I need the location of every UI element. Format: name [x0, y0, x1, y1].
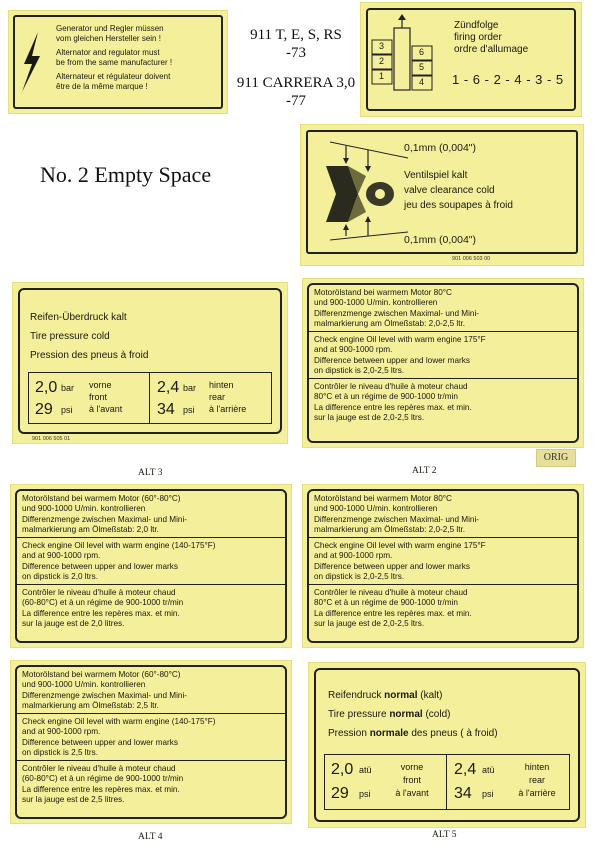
- oil-alt2-en-3: Difference between upper and lower marks: [314, 355, 470, 365]
- oil-alt2-en-2: and at 900-1000 rpm.: [314, 345, 393, 355]
- oil-left-mid-de-1: Motorölstand bei warmem Motor (60°-80°C): [22, 494, 181, 503]
- tire-alt3-rear-bar-unit: bar: [183, 383, 197, 393]
- oil-right-mid-de-4: malmarkierung am Ölmeßstab: 2,0-2,5 ltr.: [314, 524, 466, 534]
- tire-alt5-front-en: front: [402, 775, 421, 785]
- oil-level-label-alt2: [302, 278, 584, 448]
- oil-alt2-fr-3: La difference entre les repères max. et min.: [314, 402, 472, 412]
- lightning-bolt-icon: [18, 30, 44, 94]
- oil-left-mid-de-4: malmarkierung am Ölmeßstab: 2,0 ltr.: [22, 524, 159, 534]
- orig-badge: ORIG: [536, 449, 576, 467]
- tire-alt5-rear-value: 2,4: [454, 761, 477, 778]
- tire-alt3-front-bar-unit: bar: [61, 383, 75, 393]
- oil-left-mid-fr-1: Contrôler le niveau d'huile à moteur chaud: [22, 588, 176, 597]
- tire-alt5-front-psi-value: 29: [331, 785, 349, 802]
- valve-rocker-diagram: [318, 136, 416, 246]
- firing-order-sequence: 1 - 6 - 2 - 4 - 3 - 5: [452, 72, 564, 87]
- tire-alt5-pressure-table: [324, 754, 570, 810]
- oil-alt4-en-2: and at 900-1000 rpm.: [22, 727, 101, 737]
- oil-alt4-de-4: malmarkierung am Ölmeßstab: 2,5 ltr.: [22, 700, 159, 710]
- tire-alt5-rear-en: rear: [528, 775, 545, 785]
- model-heading-line-3: 911 CARRERA 3,0: [236, 75, 356, 91]
- oil-right-mid-divider-2: [308, 584, 578, 585]
- oil-alt2-fr-4: sur la jauge est de 2,0-2,5 ltrs.: [314, 412, 425, 422]
- oil-alt4-de-1: Motorölstand bei warmem Motor (60°-80°C): [22, 670, 181, 679]
- engine-cylinder-diagram: [370, 14, 434, 94]
- oil-right-mid-en-3: Difference between upper and lower marks: [314, 561, 470, 571]
- oil-alt2-divider-2: [308, 378, 578, 379]
- valve-part-number: 901 006 503 00: [452, 256, 491, 262]
- tire-alt5-rear-fr: à l'arrière: [518, 788, 556, 798]
- oil-alt4-fr-2: (60-80°C) et à un régime de 900-1000 tr/min: [22, 774, 184, 784]
- oil-left-mid-de-2: und 900-1000 U/min. kontrollieren: [22, 504, 146, 514]
- tire-alt5-fr-post: des pneus ( à froid): [408, 728, 498, 739]
- tire-alt3-front-de: vorne: [89, 380, 112, 390]
- oil-right-mid-de-2: und 900-1000 U/min. kontrollieren: [314, 504, 438, 514]
- oil-left-mid-fr-4: sur la jauge est de 2,0 litres.: [22, 618, 125, 628]
- oil-right-mid-fr-1: Contrôler le niveau d'huile à moteur chaud: [314, 588, 468, 597]
- oil-right-mid-fr-2: 80°C et à un régime de 900-1000 tr/min: [314, 598, 458, 608]
- tire-alt3-de: Reifen-Überdruck kalt: [30, 312, 127, 323]
- tire-alt5-front-fr: à l'avant: [395, 788, 429, 798]
- oil-right-mid-fr-3: La difference entre les repères max. et min.: [314, 608, 472, 618]
- cylinder-label-5: 5: [419, 62, 425, 72]
- oil-level-label-right-middle: [302, 484, 584, 648]
- tire-alt5-rear-psi-value: 34: [454, 785, 472, 802]
- tire-alt5-en-bold: normal: [389, 709, 423, 720]
- tire-alt5-rear-de: hinten: [524, 762, 550, 772]
- oil-alt4-fr-3: La difference entre les repères max. et min.: [22, 784, 180, 794]
- generator-de-line-2: vom gleichen Hersteller sein !: [56, 33, 161, 43]
- oil-alt2-divider-1: [308, 331, 578, 332]
- firing-order-fr: ordre d'allumage: [454, 44, 529, 55]
- generator-en-line-1: Alternator and regulator must: [56, 48, 160, 58]
- caption-alt5: ALT 5: [432, 830, 457, 840]
- valve-clearance-top: 0,1mm (0,004"): [404, 142, 477, 154]
- oil-left-mid-fr-3: La difference entre les repères max. et min.: [22, 608, 180, 618]
- firing-order-en: firing order: [454, 32, 502, 43]
- oil-left-mid-divider-1: [16, 537, 286, 538]
- tire-alt3-front-en: front: [89, 392, 108, 402]
- cylinder-label-1: 1: [379, 71, 385, 81]
- oil-left-mid-en-1: Check engine Oil level with warm engine (140-175°F): [22, 541, 216, 550]
- oil-level-label-alt4: [10, 660, 292, 824]
- tire-alt3-front-psi-unit: psi: [61, 405, 73, 415]
- oil-level-label-left-middle: [10, 484, 292, 648]
- firing-order-label: [360, 2, 582, 117]
- oil-left-mid-en-3: Difference between upper and lower marks: [22, 561, 178, 571]
- oil-alt4-divider-1: [16, 713, 286, 714]
- model-heading-line-1: 911 T, E, S, RS: [250, 27, 342, 43]
- oil-alt4-en-3: Difference between upper and lower marks: [22, 737, 178, 747]
- oil-alt4-en-4: on dipstick is 2,5 ltrs.: [22, 747, 98, 757]
- tire-alt3-fr: Pression des pneus à froid: [30, 350, 149, 361]
- oil-alt2-de-4: malmarkierung am Ölmeßstab: 2,0-2,5 ltr.: [314, 318, 466, 328]
- tire-alt5-fr: [328, 724, 498, 743]
- firing-order-de: Zündfolge: [454, 20, 499, 31]
- tire-alt5-rear-psi-unit: psi: [482, 789, 494, 799]
- tire-alt5-en: [328, 705, 498, 724]
- tire-alt5-de: [328, 686, 498, 705]
- oil-alt4-fr-4: sur la jauge est de 2,5 litres.: [22, 794, 125, 804]
- tire-alt5-en-pre: Tire pressure: [328, 709, 390, 720]
- cylinder-label-4: 4: [419, 77, 425, 87]
- oil-alt4-de-2: und 900-1000 U/min. kontrollieren: [22, 680, 146, 690]
- tire-alt3-rear-en: rear: [209, 392, 226, 402]
- valve-clearance-bottom: 0,1mm (0,004"): [404, 234, 477, 246]
- valve-clearance-en: valve clearance cold: [404, 185, 495, 196]
- generator-en-line-2: be from the same manufacturer !: [56, 57, 173, 67]
- cylinder-label-6: 6: [419, 47, 425, 57]
- cylinder-label-2: 2: [379, 56, 385, 66]
- tire-alt5-front-psi-unit: psi: [359, 789, 371, 799]
- oil-left-mid-en-2: and at 900-1000 rpm.: [22, 551, 101, 561]
- oil-right-mid-en-1: Check engine Oil level with warm engine 175°F: [314, 541, 486, 550]
- tire-alt3-front-bar-value: 2,0: [35, 379, 58, 396]
- oil-right-mid-divider-1: [308, 537, 578, 538]
- oil-alt2-en-1: Check engine Oil level with warm engine 175°F: [314, 335, 486, 344]
- caption-alt4: ALT 4: [138, 832, 163, 842]
- tire-alt5-de-post: (kalt): [417, 690, 443, 701]
- oil-alt2-de-2: und 900-1000 U/min. kontrollieren: [314, 298, 438, 308]
- tire-pressure-label-alt5: [308, 662, 586, 828]
- valve-clearance-de: Ventilspiel kalt: [404, 170, 468, 181]
- cylinder-label-3: 3: [379, 41, 385, 51]
- tire-alt3-pressure-table: [28, 372, 272, 424]
- oil-right-mid-en-2: and at 900-1000 rpm.: [314, 551, 393, 561]
- oil-right-mid-en-4: on dipstick is 2,0-2,5 ltrs.: [314, 571, 405, 581]
- oil-alt2-de-1: Motorölstand bei warmem Motor 80°C: [314, 288, 452, 297]
- oil-right-mid-de-3: Differenzmenge zwischen Maximal- und Mini-: [314, 514, 480, 524]
- oil-alt4-en-1: Check engine Oil level with warm engine (140-175°F): [22, 717, 216, 726]
- tire-alt3-rear-de: hinten: [209, 380, 234, 390]
- generator-regulator-label: [8, 10, 228, 114]
- oil-right-mid-fr-4: sur la jauge est de 2,0-2,5 ltrs.: [314, 618, 425, 628]
- generator-de-line-1: Generator und Regler müssen: [56, 24, 164, 33]
- oil-alt2-fr-1: Contrôler le niveau d'huile à moteur chaud: [314, 382, 468, 391]
- tire-alt5-fr-bold: normale: [369, 728, 409, 739]
- oil-left-mid-de-3: Differenzmenge zwischen Maximal- und Mini-: [22, 514, 188, 524]
- tire-alt5-de-bold: normal: [384, 690, 418, 701]
- tire-alt3-front-psi-value: 29: [35, 401, 53, 418]
- tire-alt3-rear-fr: à l'arrière: [209, 404, 247, 414]
- tire-alt3-rear-psi-unit: psi: [183, 405, 195, 415]
- model-heading-line-2: -73: [286, 45, 306, 61]
- tire-alt3-rear-psi-value: 34: [157, 401, 175, 418]
- valve-clearance-fr: jeu des soupapes à froid: [404, 200, 513, 211]
- generator-fr-line-2: être de la même marque !: [56, 81, 148, 91]
- tire-alt3-rear-bar-value: 2,4: [157, 379, 180, 396]
- empty-space-heading: No. 2 Empty Space: [40, 162, 212, 187]
- caption-alt2: ALT 2: [412, 466, 437, 476]
- caption-alt3: ALT 3: [138, 468, 163, 478]
- tire-alt3-part-number: 901 006 505 01: [32, 436, 71, 442]
- valve-clearance-label: [300, 124, 584, 266]
- generator-fr-line-1: Alternateur et régulateur doivent: [56, 72, 171, 82]
- tire-alt5-front-value: 2,0: [331, 761, 354, 778]
- oil-left-mid-divider-2: [16, 584, 286, 585]
- oil-alt4-de-3: Differenzmenge zwischen Maximal- und Mini-: [22, 690, 188, 700]
- tire-pressure-label-alt3: [12, 282, 288, 444]
- tire-alt5-front-atu-unit: atü: [359, 765, 372, 775]
- tire-alt5-fr-pre: Pression: [328, 728, 370, 739]
- oil-right-mid-de-1: Motorölstand bei warmem Motor 80°C: [314, 494, 452, 503]
- model-heading-line-4: -77: [286, 93, 306, 109]
- oil-alt2-fr-2: 80°C et à un régime de 900-1000 tr/min: [314, 392, 458, 402]
- model-heading: [226, 26, 366, 110]
- oil-alt4-fr-1: Contrôler le niveau d'huile à moteur chaud: [22, 764, 176, 773]
- oil-alt2-en-4: on dipstick is 2,0-2,5 ltrs.: [314, 365, 405, 375]
- tire-alt3-en: Tire pressure cold: [30, 331, 110, 342]
- oil-alt4-divider-2: [16, 760, 286, 761]
- tire-alt5-front-de: vorne: [400, 762, 424, 772]
- oil-left-mid-fr-2: (60-80°C) et à un régime de 900-1000 tr/min: [22, 598, 184, 608]
- tire-alt5-en-post: (cold): [422, 709, 451, 720]
- oil-alt2-de-3: Differenzmenge zwischen Maximal- und Mini-: [314, 308, 480, 318]
- oil-left-mid-en-4: on dipstick is 2,0 ltrs.: [22, 571, 98, 581]
- tire-alt5-rear-atu-unit: atü: [482, 765, 495, 775]
- tire-alt5-de-pre: Reifendruck: [328, 690, 385, 701]
- tire-alt3-front-fr: à l'avant: [89, 404, 123, 414]
